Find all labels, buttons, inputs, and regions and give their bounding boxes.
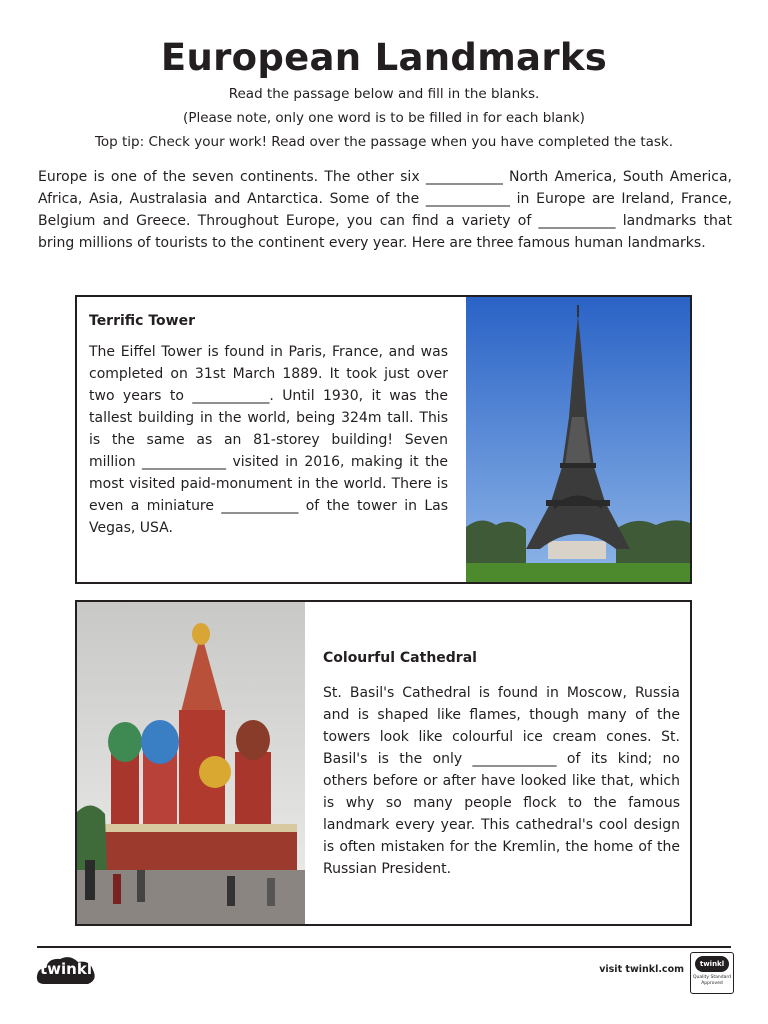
footer-divider <box>37 946 731 948</box>
intro-passage: Europe is one of the seven continents. The other six ___________ North America, South America, Africa, Asia, Australasia and Antarctica. Some of the ____________ in Europe are Ireland, France, Belgium and Greece. Throughout Europe, you can find a variety of ___________ landmarks that bring millions of tourists to the continent every year. Here are three famous human landmarks. <box>38 169 732 251</box>
st-basils-cathedral-photo <box>77 602 305 924</box>
badge-logo-text: twinkl <box>695 956 729 972</box>
cathedral-text: St. Basil's Cathedral is found in Moscow, Russia and is shaped like flames, though many of the towers look like colourful ice cream cones. St. Basil's is the only ____________ of its kind; no others before or after have looked like that, which is why so many people flock to the famous landmark every year. This cathedral's cool design is often mistaken for the Kremlin, the home of the Russian President. <box>323 685 680 877</box>
quality-badge <box>690 952 734 994</box>
badge-caption: Quality Standard Approved <box>693 975 731 986</box>
cathedral-heading: Colourful Cathedral <box>323 650 477 666</box>
eiffel-tower-photo <box>466 297 690 582</box>
tower-text: The Eiffel Tower is found in Paris, France, and was completed on 31st March 1889. It took just over two years to ___________. Until 1930, it was the tallest building in the world, being 324m tall. This is the same as an 81-storey building! Seven million ____________ visited in 2016, making it the most visited paid-monument in the world. There is even a miniature ___________ of the tower in Las Vegas, USA. <box>89 344 448 536</box>
visit-link[interactable]: visit twinkl.com <box>599 964 684 975</box>
note-text: (Please note, only one word is to be filled in for each blank) <box>183 110 585 126</box>
tower-heading: Terrific Tower <box>89 313 195 329</box>
twinkl-logo[interactable] <box>36 954 96 988</box>
instruction-text: Read the passage below and fill in the blanks. <box>228 86 540 102</box>
page-title: European Landmarks <box>160 36 608 79</box>
tower-card <box>75 295 692 584</box>
tip-text: Top tip: Check your work! Read over the passage when you have completed the task. <box>94 134 674 150</box>
cathedral-card <box>75 600 692 926</box>
logo-text: twinkl <box>40 960 92 978</box>
